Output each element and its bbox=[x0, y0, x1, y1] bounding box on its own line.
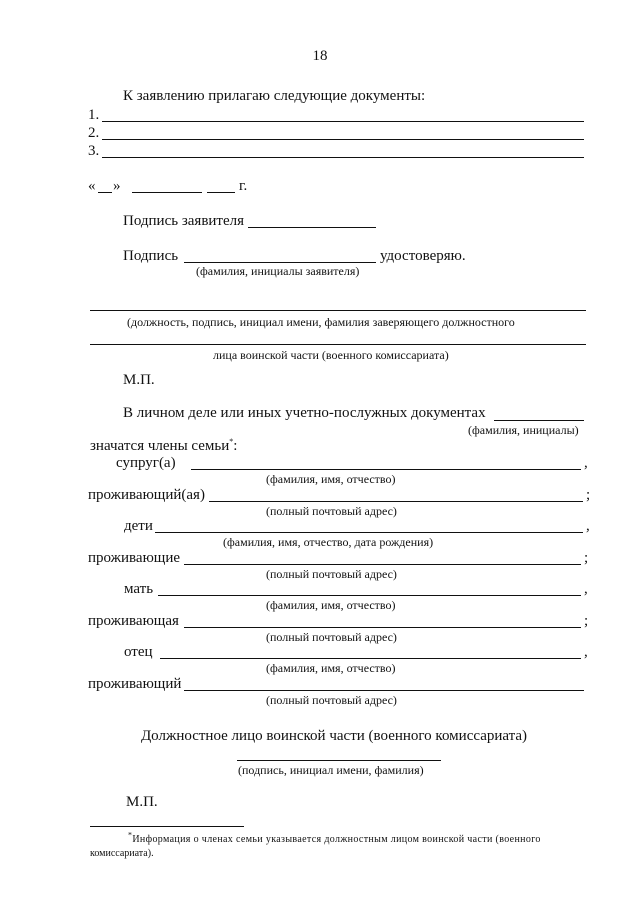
father-label: отец bbox=[124, 644, 153, 660]
father-address-caption: (полный почтовый адрес) bbox=[266, 693, 397, 707]
father-address-label: проживающий bbox=[88, 676, 182, 692]
mother-address-caption: (полный почтовый адрес) bbox=[266, 630, 397, 644]
spouse-address-caption: (полный почтовый адрес) bbox=[266, 504, 397, 518]
records-initials-field[interactable] bbox=[494, 420, 584, 421]
date-year-field[interactable] bbox=[207, 192, 235, 193]
father-field[interactable] bbox=[160, 658, 581, 659]
family-listed-text: значатся члены семьи bbox=[90, 438, 230, 454]
footnote-separator bbox=[90, 826, 244, 827]
records-intro: В личном деле или иных учетно-послужных документах bbox=[123, 405, 486, 421]
military-official-caption: (подпись, инициал имени, фамилия) bbox=[238, 763, 424, 777]
attachments-intro: К заявлению прилагаю следующие документы: bbox=[123, 88, 426, 104]
father-end-mark: , bbox=[584, 644, 588, 660]
children-field[interactable] bbox=[155, 532, 583, 533]
footnote-text-line-2: комиссариата). bbox=[90, 848, 154, 859]
applicant-signature-field[interactable] bbox=[248, 227, 376, 228]
page-number: 18 bbox=[312, 48, 328, 64]
attachment-line-2[interactable] bbox=[102, 139, 584, 140]
stamp-place-1: М.П. bbox=[123, 372, 155, 388]
military-official-signature-field[interactable] bbox=[237, 760, 441, 761]
stamp-place-2: М.П. bbox=[126, 794, 158, 810]
father-caption: (фамилия, имя, отчество) bbox=[266, 661, 396, 675]
military-official-title: Должностное лицо воинской части (военного комиссариата) bbox=[140, 728, 528, 744]
family-listed-colon: : bbox=[233, 438, 238, 454]
spouse-address-label: проживающий(ая) bbox=[88, 487, 205, 503]
records-intro-caption: (фамилия, инициалы) bbox=[468, 423, 579, 437]
children-label: дети bbox=[124, 518, 153, 534]
family-listed-label bbox=[90, 438, 237, 455]
date-month-field[interactable] bbox=[132, 192, 202, 193]
father-address-field[interactable] bbox=[184, 690, 584, 691]
attachment-line-1[interactable] bbox=[102, 121, 584, 122]
mother-address-field[interactable] bbox=[184, 627, 581, 628]
official-caption-line-2: лица воинской части (военного комиссариата) bbox=[213, 348, 449, 362]
certification-label: Подпись bbox=[123, 248, 179, 264]
spouse-address-field[interactable] bbox=[209, 501, 583, 502]
spouse-end-mark: , bbox=[584, 455, 588, 471]
mother-address-end-mark: ; bbox=[584, 613, 589, 629]
children-address-label: проживающие bbox=[88, 550, 181, 566]
footnote-mark: * bbox=[128, 830, 133, 840]
footnote-reference: * bbox=[229, 437, 234, 446]
mother-field[interactable] bbox=[158, 595, 581, 596]
children-caption: (фамилия, имя, отчество, дата рождения) bbox=[223, 535, 434, 549]
date-year-suffix: г. bbox=[239, 178, 248, 194]
applicant-signature-label: Подпись заявителя bbox=[123, 213, 245, 229]
spouse-caption: (фамилия, имя, отчество) bbox=[266, 472, 396, 486]
children-address-field[interactable] bbox=[184, 564, 581, 565]
footnote-text-line-1 bbox=[128, 830, 541, 846]
children-address-end-mark: ; bbox=[584, 550, 589, 566]
children-address-caption: (полный почтовый адрес) bbox=[266, 567, 397, 581]
mother-label: мать bbox=[124, 581, 154, 597]
mother-end-mark: , bbox=[584, 581, 588, 597]
date-day-field[interactable] bbox=[98, 192, 112, 193]
attachment-line-3[interactable] bbox=[102, 157, 584, 158]
certification-field[interactable] bbox=[184, 262, 376, 263]
spouse-field[interactable] bbox=[191, 469, 581, 470]
date-close-quote: » bbox=[113, 178, 121, 194]
children-end-mark: , bbox=[586, 518, 590, 534]
mother-address-label: проживающая bbox=[88, 613, 179, 629]
attachment-number-2: 2. bbox=[88, 125, 100, 141]
certification-caption: (фамилия, инициалы заявителя) bbox=[196, 264, 360, 278]
official-field-2[interactable] bbox=[90, 344, 586, 345]
attachment-number-3: 3. bbox=[88, 143, 100, 159]
attachment-number-1: 1. bbox=[88, 107, 100, 123]
official-caption-line-1: (должность, подпись, инициал имени, фамилия заверяющего должностного bbox=[127, 315, 515, 329]
official-field-1[interactable] bbox=[90, 310, 586, 311]
mother-caption: (фамилия, имя, отчество) bbox=[266, 598, 396, 612]
certification-suffix: удостоверяю. bbox=[380, 248, 466, 264]
spouse-label: супруг(а) bbox=[116, 455, 176, 471]
spouse-address-end-mark: ; bbox=[586, 487, 591, 503]
footnote-line-1-text: Информация о членах семьи указывается должностным лицом воинской части (военного bbox=[132, 834, 541, 845]
date-open-quote: « bbox=[88, 178, 96, 194]
